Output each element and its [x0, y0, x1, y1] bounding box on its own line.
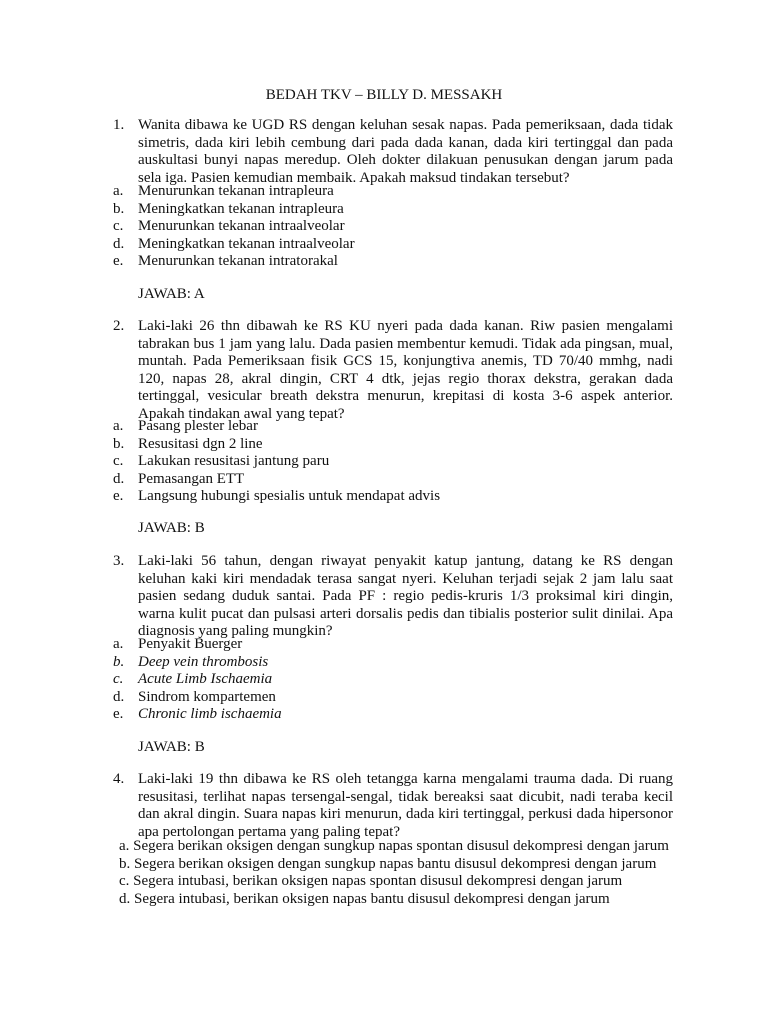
option-text: Menurunkan tekanan intrapleura [138, 183, 334, 199]
question-3-answer: JAWAB: B [138, 739, 205, 755]
option-letter: e. [113, 253, 124, 269]
option-e [113, 706, 683, 724]
option-d [113, 689, 683, 707]
option-letter: e. [113, 706, 124, 722]
question-2-options [113, 418, 683, 506]
question-1-stem [113, 117, 673, 187]
question-number: 2. [113, 318, 125, 334]
question-3-stem [113, 553, 673, 641]
option-text: Deep vein thrombosis [138, 653, 269, 670]
option-a [113, 418, 683, 436]
question-text: Laki-laki 56 tahun, dengan riwayat penyakit katup jantung, datang ke RS dengan keluhan kaki kiri mendadak terasa sangat nyeri. Keluhan terjadi sejak 2 jam lalu saat pasien sedang duduk santai. Pada PF : regio pedis-kruris 1/3 proksimal kiri dingin, warna kulit pucat dan pulsasi arteri dorsalis pedis dan tibialis posterior sulit dinilai. Apa diagnosis yang paling mungkin? [138, 553, 673, 639]
option-text: Lakukan resusitasi jantung paru [138, 453, 330, 469]
option-letter: a. [113, 636, 124, 652]
question-text: Laki-laki 26 thn dibawah ke RS KU nyeri pada dada kanan. Riw pasien mengalami tabrakan bus 1 jam yang lalu. Dada pasien membentur kemudi. Tidak ada pingsan, mual, muntah. Pada Pemeriksaan fisik GCS 15, konjungtiva anemis, TD 70/40 mmhg, nadi 120, napas 28, akral dingin, CRT 4 dtk, jejas regio thorax dekstra, gerakan dada tertinggal, vesicular breath dekstra menurun, krepitasi di kosta 3-6 aspek anterior. Apakah tindakan awal yang tepat? [138, 318, 673, 422]
option-text: Sindrom kompartemen [138, 688, 276, 705]
question-2-answer: JAWAB: B [138, 520, 205, 536]
option-text: Acute Limb Ischaemia [138, 671, 273, 687]
option-text: Resusitasi dgn 2 line [138, 435, 263, 452]
question-number: 1. [113, 117, 125, 133]
question-1-options [113, 183, 683, 271]
option-letter: a. [113, 418, 124, 434]
option-letter: b. [113, 200, 125, 217]
option-letter: d. [113, 235, 125, 252]
option-c [113, 671, 683, 689]
option-e [113, 488, 683, 506]
option-d [113, 471, 683, 489]
question-number: 4. [113, 771, 125, 787]
option-a: a. Segera berikan oksigen dengan sungkup napas spontan disusul dekompresi dengan jarum [119, 838, 669, 854]
option-letter: c. [113, 218, 124, 234]
option-text: Meningkatkan tekanan intrapleura [138, 200, 344, 217]
question-number: 3. [113, 553, 125, 569]
option-letter: b. [113, 653, 125, 670]
question-text: Laki-laki 19 thn dibawa ke RS oleh tetangga karna mengalami trauma dada. Di ruang resusitasi, terlihat napas tersengal-sengal, tidak bereaksi saat dicubit, nadi teraba kecil dan akral dingin. Suara napas kiri menurun, dada kiri tertinggal, perkusi dada hipersonor apa pertolongan pertama yang paling tepat? [138, 771, 673, 840]
question-2-stem [113, 318, 673, 423]
option-text: Langsung hubungi spesialis untuk mendapat advis [138, 488, 441, 504]
option-b [113, 654, 683, 672]
option-c [113, 218, 683, 236]
question-1-answer: JAWAB: A [138, 286, 205, 302]
question-4-stem [113, 771, 673, 841]
option-text: Pasang plester lebar [138, 418, 258, 434]
option-letter: c. [113, 671, 124, 687]
document-title: BEDAH TKV – BILLY D. MESSAKH [265, 87, 503, 103]
option-letter: e. [113, 488, 124, 504]
option-d [113, 236, 683, 254]
option-b: b. Segera berikan oksigen dengan sungkup napas bantu disusul dekompresi dengan jarum [119, 855, 657, 872]
option-d: d. Segera intubasi, berikan oksigen napas bantu disusul dekompresi dengan jarum [119, 890, 610, 907]
option-b [113, 436, 683, 454]
option-c [113, 453, 683, 471]
option-letter: d. [113, 470, 125, 487]
option-letter: d. [113, 688, 125, 705]
option-text: Meningkatkan tekanan intraalveolar [138, 235, 355, 252]
option-text: Penyakit Buerger [138, 636, 243, 652]
option-letter: b. [113, 435, 125, 452]
option-text: Menurunkan tekanan intratorakal [138, 253, 338, 269]
option-b [113, 201, 683, 219]
option-letter: a. [113, 183, 124, 199]
option-letter: c. [113, 453, 124, 469]
option-a [113, 183, 683, 201]
question-text: Wanita dibawa ke UGD RS dengan keluhan sesak napas. Pada pemeriksaan, dada tidak simetris, dada kiri lebih cembung dari pada dada kanan, dada kiri tertinggal dan pada auskultasi bunyi napas meredup. Oleh dokter dilakuan penusukan dengan jarum pada sela iga. Pasien kemudian membaik. Apakah maksud tindakan tersebut? [138, 117, 673, 186]
question-3-options [113, 636, 683, 724]
option-e [113, 253, 683, 271]
option-text: Pemasangan ETT [138, 470, 245, 487]
option-c: c. Segera intubasi, berikan oksigen napas spontan disusul dekompresi dengan jarum [119, 873, 623, 889]
option-a [113, 636, 683, 654]
option-text: Chronic limb ischaemia [138, 706, 282, 722]
option-text: Menurunkan tekanan intraalveolar [138, 218, 345, 234]
question-4-options [119, 838, 673, 908]
